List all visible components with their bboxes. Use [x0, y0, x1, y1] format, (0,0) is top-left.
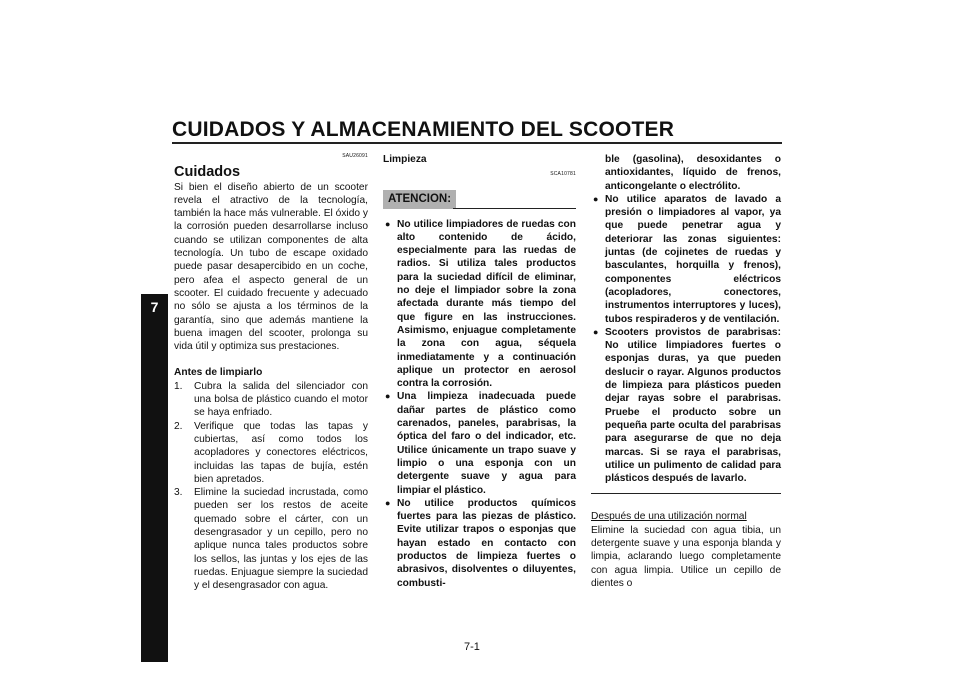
page-header-title: CUIDADOS Y ALMACENAMIENTO DEL SCOOTER: [172, 118, 675, 141]
list-item: 3. Elimine la suciedad incrustada, como pueden ser los restos de aceite quemado sobre el cárter, con un desengrasador y un cepillo, pero no aplique nunca tales productos sobre los sellos, las juntas y los ejes de las ruedas. Enjuague siempre la suciedad y el desengrasador con agua.: [174, 487, 368, 592]
page-number: 7-1: [464, 641, 480, 653]
caution-bullets-continued: [591, 193, 781, 486]
subhead-despues-de-utilizacion: Después de una utilización normal: [591, 511, 747, 523]
list-item: ● No utilice aparatos de lavado a presión o limpiadores al vapor, ya que puede penetrar agua y deteriorar las zonas siguientes: juntas (de cojinetes de ruedas y basculantes, horquilla y frenos), componentes eléctricos (acopladores, conectores, instrumentos interruptores y luces), tubos respiraderos y de ventilación.: [593, 193, 781, 325]
subhead-antes-de-limpiarlo: Antes de limpiarlo: [174, 367, 263, 379]
bullet-icon: ●: [593, 193, 599, 204]
caution-badge: ATENCION:: [383, 190, 456, 209]
bullet-icon: ●: [385, 391, 391, 402]
after-use-paragraph: Elimine la suciedad con agua tibia, un detergente suave y una esponja blanda y limpia, aclarando luego completamente con agua limpia. Utilice un cepillo de dientes o: [591, 524, 781, 589]
list-item: 1. Cubra la salida del silenciador con una bolsa de plástico cuando el motor se haya enfriado.: [174, 380, 368, 419]
list-item: ● Scooters provistos de parabrisas: No utilice limpiadores fuertes o esponjas duras, ya que pueden deslucir o rayar. Algunos productos de limpieza para plásticos pueden dejar rayas sobre el parabrisas. Pruebe el producto sobre un pequeña parte oculta del parabrisas para asegurarse de que no deja marcas. Si se raya el parabrisas, utilice un pulimento de calidad para plásticos después de lavarlo.: [593, 326, 781, 485]
list-item: ● No utilice productos químicos fuertes para las piezas de plástico. Evite utilizar trapos o esponjas que hayan estado en contacto con productos de limpieza fuertes o abrasivos, disolventes o diluyentes, combusti-: [385, 497, 576, 589]
list-item: ● Una limpieza inadecuada puede dañar partes de plástico como carenados, paneles, parabrisas, la óptica del faro o del indicador, etc. Utilice únicamente un trapo suave y limpio o una esponja con un detergente suave y agua para limpiar el plástico.: [385, 391, 576, 496]
caution-code: SCA10781: [550, 171, 576, 178]
header-rule: [172, 142, 782, 144]
chapter-tab: [141, 294, 168, 662]
column-middle: [383, 153, 576, 590]
section-title-limpieza: Limpieza: [383, 154, 427, 165]
bullet-continuation: ble (gasolina), desoxidantes o antioxidantes, líquido de frenos, anticongelante o electrólito.: [605, 154, 781, 192]
bullet-icon: ●: [385, 218, 391, 229]
caution-rule: [453, 208, 576, 209]
section-code: SAU26091: [342, 153, 368, 159]
bullet-icon: ●: [593, 326, 599, 337]
steps-list: [174, 380, 368, 593]
chapter-tab-number: 7: [150, 299, 159, 315]
column-left: [174, 150, 368, 593]
bullet-icon: ●: [385, 497, 391, 508]
section-title-cuidados: Cuidados: [174, 164, 241, 181]
intro-paragraph: Si bien el diseño abierto de un scooter revela el atractivo de la tecnología, también la hace más vulnerable. El óxido y la corrosión pueden desarrollarse incluso cuando se utilizan componentes de alta tecnología. Un tubo de escape oxidado puede pasar desapercibido en un coche, pero afea el aspecto general de un scooter. El cuidado frecuente y adecuado no sólo se ajusta a los términos de la garantía, sino que además mantiene la buena imagen del scooter, prolonga su vida útil y optimiza sus prestaciones.: [174, 181, 368, 353]
list-item: ● No utilice limpiadores de ruedas con alto contenido de ácido, especialmente para las ruedas de radios. Si utiliza tales productos para la suciedad difícil de eliminar, no deje el limpiador sobre la zona afectada durante más tiempo del que figure en las instrucciones. Asimismo, enjuague completamente la zona con agua, séquela inmediatamente y a continuación aplique un protector en aerosol contra la corrosión.: [385, 218, 576, 390]
caution-header: [383, 190, 576, 212]
caution-end-rule: [591, 493, 781, 494]
list-item: 2. Verifique que todas las tapas y cubiertas, así como todos los acopladores y conectores eléctricos, incluidas las tapas de bujía, estén bien apretados.: [174, 420, 368, 485]
caution-bullets: [383, 218, 576, 590]
column-right: [591, 153, 781, 590]
